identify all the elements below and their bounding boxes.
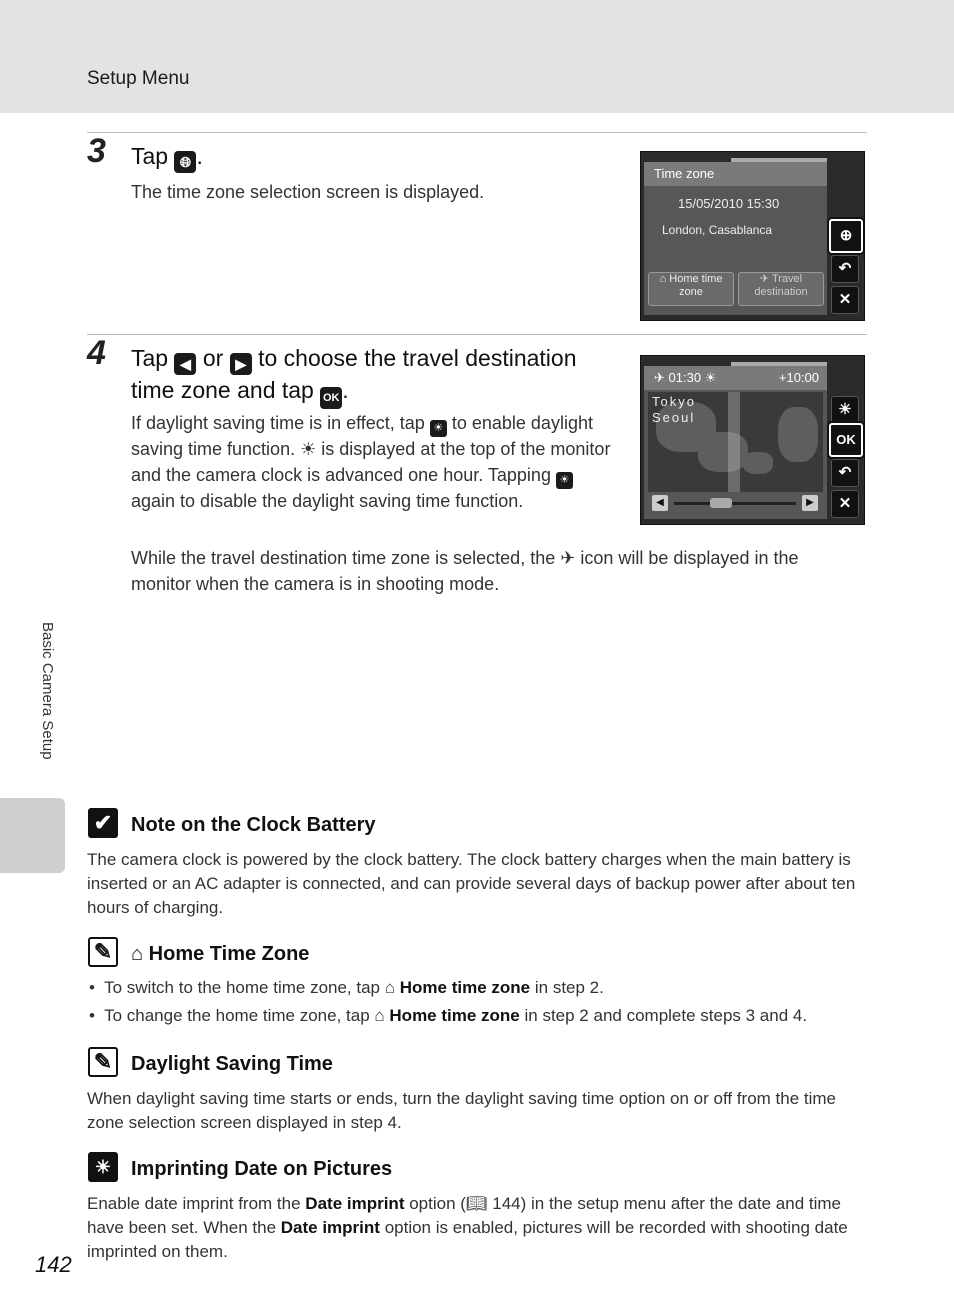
divider [87,334,867,335]
world-button[interactable]: ⊕ [829,219,863,253]
daylight-saving-button[interactable]: ☀ [831,396,859,424]
map-landmass [743,452,773,474]
step-number: 3 [87,132,106,170]
list-item: • To switch to the home time zone, tap ⌂ Home time zone in step 2. [89,978,604,997]
screen-panel [644,162,827,315]
daylight-saving-icon: ☀ [430,420,447,437]
travel-destination-button[interactable]: ✈ Travel destination [738,272,824,306]
scroll-left-button[interactable]: ◀ [652,495,668,511]
camera-screen-time-zone [640,151,865,321]
world-map[interactable] [648,392,823,492]
zone-slider-track[interactable] [674,502,796,505]
map-landmass [778,407,818,462]
caution-check-icon: ✔ [88,808,118,838]
screen-location: London, Casablanca [662,223,773,237]
world-icon: 🌐︎ [174,151,196,173]
travel-destination-icon: ✈ [560,548,576,568]
screen-title: Time zone [644,162,827,186]
daylight-saving-indicator-icon: ☀ [704,370,717,385]
scroll-right-button[interactable]: ▶ [802,495,818,511]
date-imprint-icon: ☀ [88,1152,118,1182]
home-icon: ⌂ [374,1006,385,1025]
note-body: Enable date imprint from the Date imprint option (📖︎ 144) in the setup menu after the date and time have been set. When the Date imprint option is enabled, pictures will be recorded with shooting date imprinted on them. [87,1194,848,1261]
screen-time-bar [644,366,827,390]
close-button[interactable]: ✕ [831,286,859,314]
section-title: Setup Menu [87,68,190,89]
home-time-zone-button[interactable]: ⌂ Home time zone [648,272,734,306]
map-landmass [698,432,748,472]
step-number: 4 [87,334,106,372]
pencil-note-icon: ✎ [88,937,118,967]
page-number: 142 [35,1252,72,1277]
home-icon: ⌂ [131,943,144,965]
note-heading: ⌂ Home Time Zone [131,943,310,965]
screen-panel [644,366,827,519]
home-icon: ⌂ [384,978,396,997]
city-seoul: Seoul [652,410,696,425]
ok-button[interactable]: OK [829,423,863,457]
close-button[interactable]: ✕ [831,490,859,518]
step-title: Tap ◀ or ▶ to choose the travel destination time zone and tap OK . [131,343,621,409]
screen-time: 01:30 [668,370,702,385]
side-tab-marker [0,798,65,873]
city-tokyo: Tokyo [652,394,696,409]
step-description: The time zone selection screen is displayed. [131,182,485,202]
camera-screen-travel-map [640,355,865,525]
daylight-saving-icon: ☀ [556,472,573,489]
page-reference: 144 [492,1194,521,1213]
page-reference-icon: 📖︎ [465,1194,488,1213]
ok-icon: OK [320,387,342,409]
note-heading: Imprinting Date on Pictures [131,1158,393,1180]
left-arrow-icon: ◀ [174,353,196,375]
note-body: When daylight saving time starts or ends, turn the daylight saving time option on or off from the time zone selection screen displayed in step 4. [87,1089,837,1132]
time-zone-band [728,392,740,492]
daylight-saving-indicator-icon: ☀ [300,439,317,459]
list-item: • To change the home time zone, tap ⌂ Home time zone in step 2 and complete steps 3 and 4. [89,1006,808,1025]
plane-icon: ✈ [759,273,770,285]
screen-offset: +10:00 [778,370,819,385]
pencil-note-icon: ✎ [88,1047,118,1077]
back-button[interactable]: ↶ [831,255,859,283]
right-arrow-icon: ▶ [230,353,252,375]
note-heading: Daylight Saving Time [131,1053,333,1075]
divider [87,132,867,133]
side-section-label: Basic Camera Setup [39,622,56,760]
home-icon: ⌂ [659,273,667,285]
note-heading: Note on the Clock Battery [131,814,376,836]
back-button[interactable]: ↶ [831,459,859,487]
step-title: Tap 🌐︎ . [131,141,203,173]
plane-icon: ✈ [654,370,665,385]
zone-slider-thumb[interactable] [710,498,732,508]
page-header [0,0,954,113]
screen-datetime: 15/05/2010 15:30 [678,196,780,211]
step-description: If daylight saving time is in effect, tap ☀ to enable daylight saving time function. ☀ is displayed at the top of the monitor and the camera clock is advanced one hour. Tapping ☀ again to disable the daylight saving time function. [131,413,611,511]
step-note: While the travel destination time zone is selected, the ✈ icon will be displayed in the monitor when the camera is in shooting mode. [131,548,799,594]
note-body: The camera clock is powered by the clock battery. The clock battery charges when the main battery is inserted or an AC adapter is connected, and can provide several days of backup power after about ten hours of charging. [87,850,856,917]
